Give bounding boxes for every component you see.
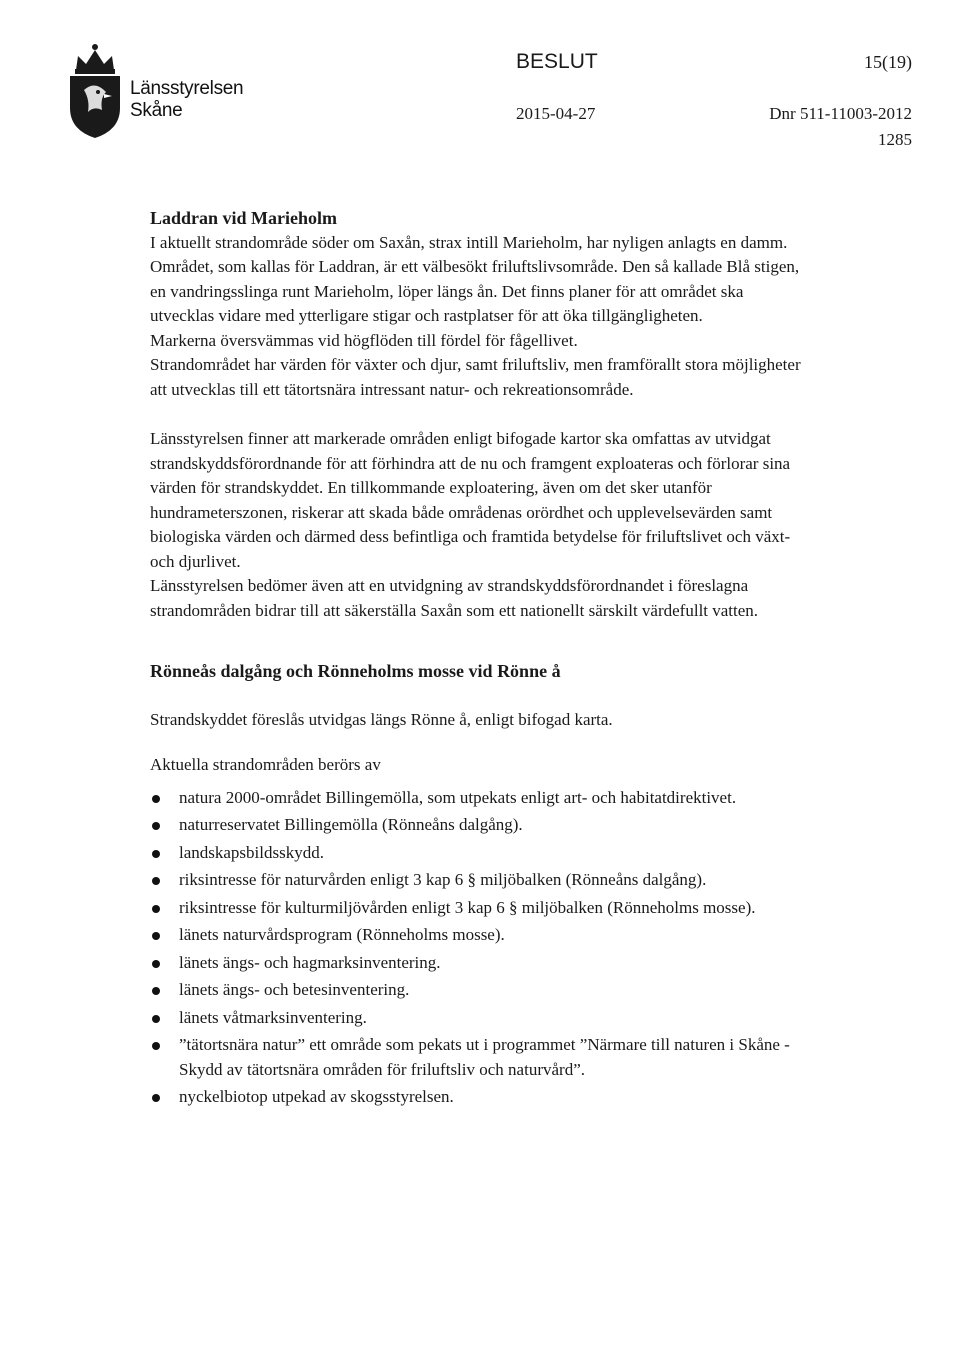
list-item: länets ängs- och betesinventering. [150,978,810,1003]
list-item: länets ängs- och hagmarksinventering. [150,951,810,976]
list-item: länets naturvårdsprogram (Rönneholms mosse). [150,923,810,948]
document-body [150,206,810,1113]
list-item: ”tätortsnära natur” ett område som pekats ut i programmet ”Närmare till naturen i Skåne - Skydd av tätortsnära områden för friluftsliv och naturvård”. [150,1033,810,1082]
paragraph: Länsstyrelsen finner att markerade områden enligt bifogade kartor ska omfattas av utvidgat strandskyddsförordnande för att förhindra att de nu och framgent exploateras och förlorar sina värden för strandskyddet. En tillkommande exploatering, även om det sker utanför hundrameterszonen, riskerar att skada både områdenas orördhet och upplevelsevärden samt biologiska värden och därmed dess befintliga och framtida betydelse för friluftslivet och växt- och djurlivet. [150,429,791,571]
registration-number-suffix: 1285 [878,130,912,149]
list-item: natura 2000-området Billingemölla, som utpekats enligt art- och habitatdirektivet. [150,786,810,811]
list-item: landskapsbildsskydd. [150,841,810,866]
document-date: 2015-04-27 [516,104,596,123]
list-item: naturreservatet Billingemölla (Rönneåns dalgång). [150,813,810,838]
paragraph: Markerna översvämmas vid högflöden till fördel för fågellivet. [150,330,578,350]
paragraph: Strandskyddet föreslås utvidgas längs Rönne å, enligt bifogad karta. [150,709,613,729]
affected-areas-list [150,786,810,1110]
paragraph: I aktuellt strandområde söder om Saxån, strax intill Marieholm, har nyligen anlagts en damm. Området, som kallas för Laddran, är ett välbesökt friluftslivsområde. Den så kallade Blå stigen, en vandringsslinga runt Marieholm, löper längs ån. Det finns planer för att området ska utvecklas vidare med ytterligare stigar och rastplatser för att öka tillgängligheten. [150,232,800,325]
organization-name: Länsstyrelsen Skåne [130,78,244,121]
section-heading-ronnea: Rönneås dalgång och Rönneholms mosse vid Rönne å [150,661,561,681]
page-number: 15(19) [864,52,912,72]
coat-of-arms-logo [64,40,126,140]
registration-number: Dnr 511-11003-2012 [769,104,912,123]
document-type: BESLUT [516,50,598,73]
paragraph: Aktuella strandområden berörs av [150,755,381,774]
section-heading-laddran: Laddran vid Marieholm [150,208,338,228]
paragraph: Länsstyrelsen bedömer även att en utvidgning av strandskyddsförordnandet i föreslagna strandområden bidrar till att säkerställa Saxån som ett nationellt särskilt värdefullt vatten. [150,576,759,620]
list-item: länets våtmarksinventering. [150,1006,810,1031]
list-item: nyckelbiotop utpekad av skogsstyrelsen. [150,1085,810,1110]
list-item: riksintresse för naturvården enligt 3 kap 6 § miljöbalken (Rönneåns dalgång). [150,868,810,893]
list-item: riksintresse för kulturmiljövården enligt 3 kap 6 § miljöbalken (Rönneholms mosse). [150,896,810,921]
paragraph: Strandområdet har värden för växter och djur, samt friluftsliv, men framförallt stora möjligheter att utvecklas till ett tätortsnära intressant natur- och rekreationsområde. [150,355,801,399]
